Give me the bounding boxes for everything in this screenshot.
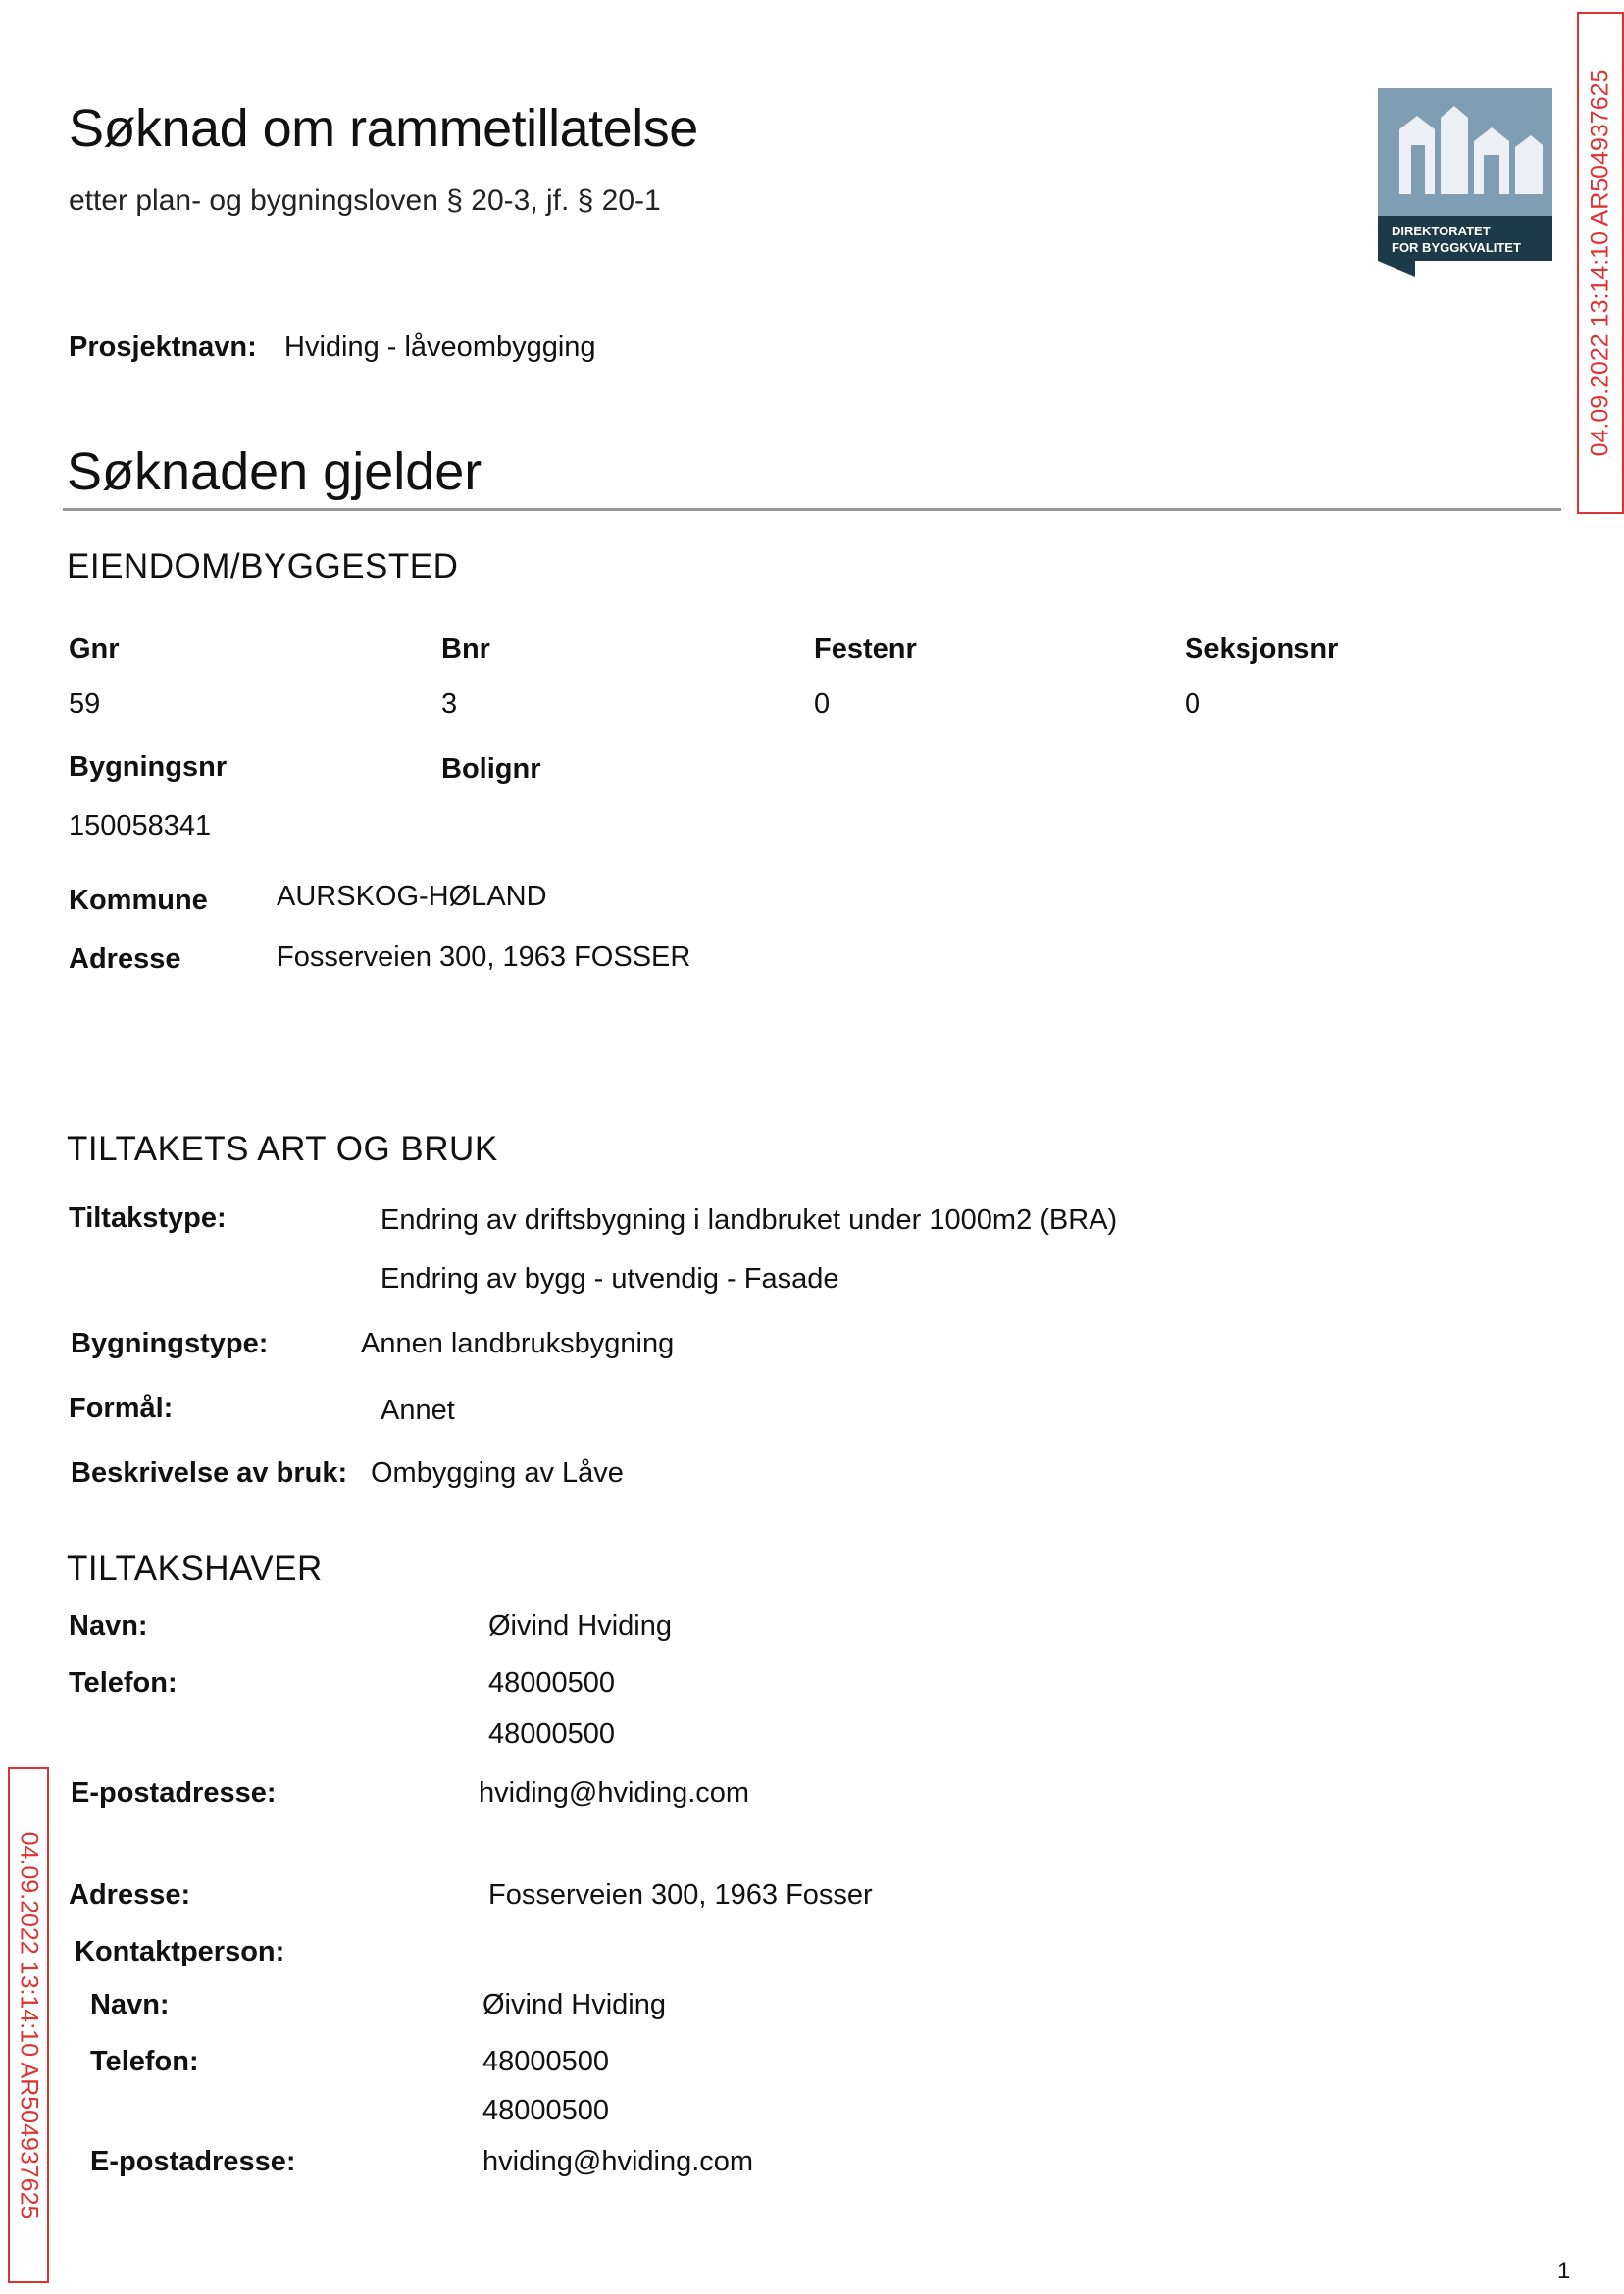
page-number: 1 bbox=[1557, 2258, 1571, 2284]
bolignr-label: Bolignr bbox=[441, 753, 541, 785]
dibk-logo bbox=[1378, 88, 1552, 277]
tiltakstype-value-2: Endring av bygg - utvendig - Fasade bbox=[381, 1263, 839, 1295]
kontakt-epost-label: E-postadresse: bbox=[90, 2146, 296, 2177]
kontakt-telefon-value-1: 48000500 bbox=[482, 2046, 610, 2077]
kommune-value: AURSKOG-HØLAND bbox=[277, 881, 547, 912]
stamp-text: 04.09.2022 13:14:10 AR504937625 bbox=[1586, 69, 1614, 457]
archive-stamp-top bbox=[1577, 12, 1624, 514]
tiltakstype-value-1: Endring av driftsbygning i landbruket under 1000m2 (BRA) bbox=[381, 1204, 1118, 1236]
kontakt-navn-label: Navn: bbox=[90, 1989, 170, 2020]
logo-text-line1: DIREKTORATET bbox=[1392, 224, 1491, 238]
telefon-value-2: 48000500 bbox=[488, 1718, 616, 1750]
gnr-value: 59 bbox=[69, 688, 101, 720]
document-subtitle: etter plan- og bygningsloven § 20-3, jf. § 20-1 bbox=[69, 184, 661, 217]
tiltak-heading: TILTAKETS ART OG BRUK bbox=[67, 1130, 498, 1168]
tiltakstype-label: Tiltakstype: bbox=[69, 1202, 227, 1234]
th-adresse-value: Fosserveien 300, 1963 Fosser bbox=[488, 1879, 873, 1911]
logo-text-line2: FOR BYGGKVALITET bbox=[1392, 240, 1521, 255]
navn-value: Øivind Hviding bbox=[488, 1610, 672, 1642]
kontakt-telefon-value-2: 48000500 bbox=[482, 2095, 610, 2126]
seksjonsnr-value: 0 bbox=[1185, 688, 1201, 720]
festenr-label: Festenr bbox=[814, 634, 917, 665]
telefon-label: Telefon: bbox=[69, 1667, 178, 1699]
document-title: Søknad om rammetillatelse bbox=[69, 99, 698, 158]
kontakt-telefon-label: Telefon: bbox=[90, 2046, 199, 2077]
stamp-text: 04.09.2022 13:14:10 AR504937625 bbox=[15, 1831, 43, 2219]
eiendom-heading: EIENDOM/BYGGESTED bbox=[67, 547, 459, 586]
logo-icon bbox=[1378, 88, 1552, 277]
bnr-label: Bnr bbox=[441, 634, 490, 665]
bruk-value: Ombygging av Låve bbox=[371, 1457, 624, 1489]
kommune-label: Kommune bbox=[69, 885, 208, 916]
kontakt-epost-value: hviding@hviding.com bbox=[482, 2146, 754, 2177]
telefon-value-1: 48000500 bbox=[488, 1667, 616, 1699]
festenr-value: 0 bbox=[814, 688, 831, 720]
bygningstype-value: Annen landbruksbygning bbox=[361, 1328, 675, 1359]
section-heading: Søknaden gjelder bbox=[67, 442, 482, 501]
adresse-value: Fosserveien 300, 1963 FOSSER bbox=[277, 942, 691, 973]
gnr-label: Gnr bbox=[69, 634, 120, 665]
bruk-label: Beskrivelse av bruk: bbox=[71, 1457, 348, 1489]
bygningstype-label: Bygningstype: bbox=[71, 1328, 269, 1359]
th-adresse-label: Adresse: bbox=[69, 1879, 191, 1911]
archive-stamp-bottom bbox=[8, 1767, 49, 2283]
project-value: Hviding - låveombygging bbox=[284, 331, 596, 363]
navn-label: Navn: bbox=[69, 1610, 148, 1642]
tiltakshaver-heading: TILTAKSHAVER bbox=[67, 1550, 323, 1588]
bnr-value: 3 bbox=[441, 688, 458, 720]
epost-label: E-postadresse: bbox=[71, 1777, 277, 1809]
formal-label: Formål: bbox=[69, 1393, 174, 1424]
project-label: Prosjektnavn: bbox=[69, 331, 257, 363]
seksjonsnr-label: Seksjonsnr bbox=[1185, 634, 1339, 665]
kontakt-navn-value: Øivind Hviding bbox=[482, 1989, 666, 2020]
adresse-label: Adresse bbox=[69, 943, 181, 975]
epost-value: hviding@hviding.com bbox=[479, 1777, 750, 1809]
section-divider bbox=[63, 508, 1561, 511]
formal-value: Annet bbox=[381, 1395, 455, 1426]
bygningsnr-label: Bygningsnr bbox=[69, 751, 228, 783]
bygningsnr-value: 150058341 bbox=[69, 810, 212, 841]
kontaktperson-label: Kontaktperson: bbox=[75, 1936, 285, 1967]
